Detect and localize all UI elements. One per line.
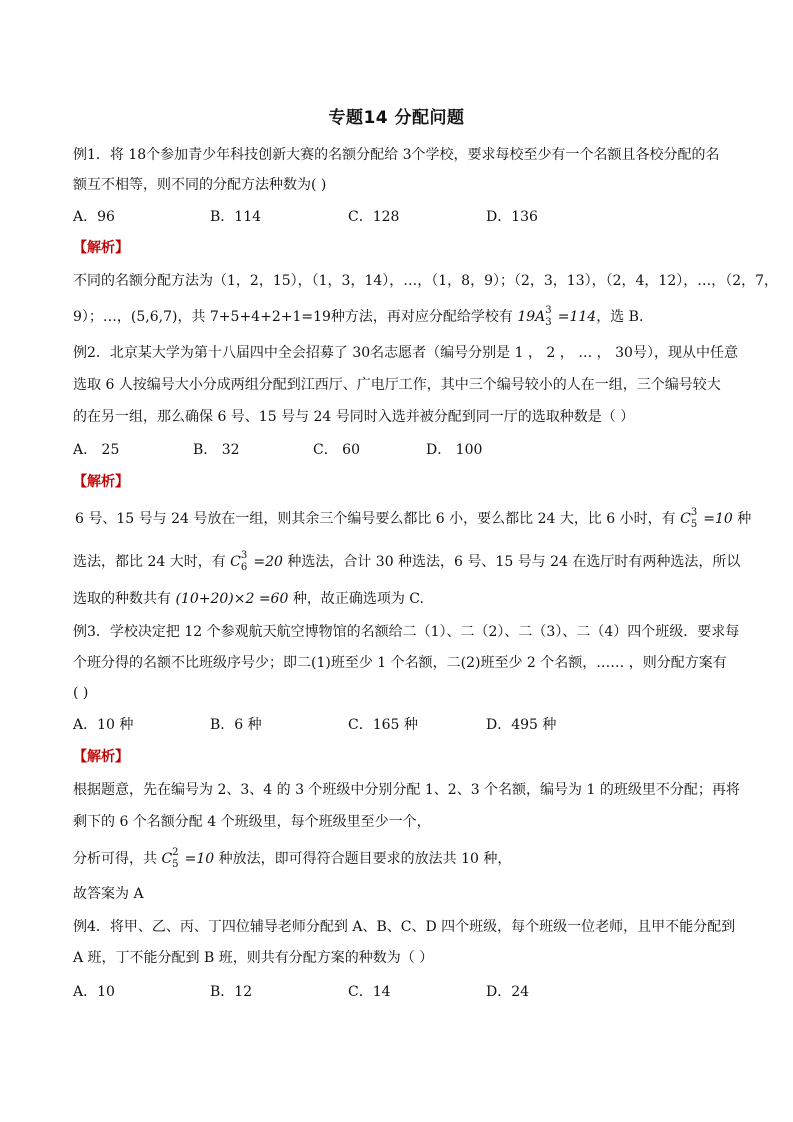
ex1-option-c: C．128 [348, 209, 400, 225]
ex2-solution-line3 [73, 589, 424, 609]
ex1-option-b: B．114 [210, 209, 262, 225]
ex2-solution-line2 [73, 552, 740, 572]
ex4-option-c: C．14 [348, 984, 391, 1000]
ex4-option-d: D．24 [486, 984, 530, 1000]
ex3-solution-tail: 种放法，即可得符合题目要求的放法共 10 种， [214, 851, 512, 867]
ex3-option-d: D．495 种 [486, 717, 557, 733]
ex2-formula-indices1: 3 5 [690, 507, 698, 530]
ex3-analysis-label: 【解析】 [73, 749, 129, 765]
ex4-question-line2: A 班，丁不能分配到 B 班，则共有分配方案的种数为（ ） [73, 950, 434, 966]
ex1-option-a: A．96 [73, 209, 115, 225]
ex2-formula-result2: =20 [248, 554, 283, 570]
ex2-formula3: (10+20)×2 =60 [175, 591, 289, 607]
ex2-solution-text1: 6 号、15 号与 24 号放在一组，则其余三个编号要么都比 6 小，要么都比 24 大，比 6 小时，有 [75, 511, 681, 527]
ex3-option-b: B．6 种 [210, 717, 262, 733]
ex2-solution-text2: 选法，都比 24 大时，有 [73, 554, 231, 570]
ex4-question-line1: 例4．将甲、乙、丙、丁四位辅导老师分配到 A、B、C、D 四个班级，每个班级一位老师，且甲不能分配到 [73, 919, 736, 935]
ex1-solution-line1: 不同的名额分配方法为（1，2，15），（1，3，14），…，（1，8，9）；（2，3，13），（2，4，12），…，（2，7， [73, 273, 779, 289]
page-title: 专题14 分配问题 [328, 108, 465, 128]
ex2-formula-c2: C [230, 554, 241, 570]
ex2-option-b: B． 32 [193, 442, 240, 458]
ex3-option-a: A．10 种 [73, 717, 134, 733]
ex2-solution-text3: 选取的种数共有 [73, 591, 176, 607]
ex1-solution-line2 [73, 307, 643, 327]
ex2-question-line3: 的在另一组，那么确保 6 号、15 号与 24 号同时入选并被分配到同一厅的选取种数是（ ） [73, 409, 635, 425]
ex2-solution-tail3: 种，故正确选项为 C. [288, 591, 424, 607]
ex3-question-line3: ( ) [73, 685, 89, 701]
ex3-formula-result: =10 [180, 851, 215, 867]
ex1-formula-result: =114 [553, 309, 597, 325]
ex3-solution-line1: 根据题意，先在编号为 2、3、4 的 3 个班级中分别分配 1、2、3 个名额，编号为 1 的班级里不分配；再将 [73, 782, 740, 798]
ex3-option-c: C．165 种 [348, 717, 418, 733]
ex3-formula-indices: 2 5 [172, 847, 179, 870]
ex1-question-line1: 例1．将 18个参加青少年科技创新大赛的名额分配给 3个学校，要求每校至少有一个名额且各校分配的名 [73, 147, 720, 163]
ex2-analysis-label: 【解析】 [73, 474, 129, 490]
ex3-answer: 故答案为 A [73, 886, 144, 902]
ex2-option-c: C． 60 [313, 442, 360, 458]
ex2-option-d: D． 100 [426, 442, 483, 458]
ex2-solution-tail1: 种 [732, 511, 752, 527]
ex4-option-b: B．12 [210, 984, 253, 1000]
ex1-question-line2: 额互不相等，则不同的分配方法种数为( ) [73, 177, 327, 193]
ex1-solution-tail: ，选 B. [596, 309, 644, 325]
ex2-option-a: A． 25 [73, 442, 120, 458]
ex3-formula-c: C [161, 851, 173, 867]
ex2-formula-result1: =10 [698, 511, 733, 527]
ex3-question-line1: 例3．学校决定把 12 个参观航天航空博物馆的名额给二（1）、二（2）、二（3）、二（4）四个班级．要求每 [73, 624, 740, 640]
ex2-solution-line1 [75, 509, 751, 529]
ex2-solution-tail2: 种选法，合计 30 种选法，6 号、15 号与 24 在选厅时有两种选法，所以 [282, 554, 741, 570]
ex3-solution-line2: 剩下的 6 个名额分配 4 个班级里，每个班级里至少一个， [73, 814, 431, 830]
ex2-question-line1: 例2．北京某大学为第十八届四中全会招募了 30名志愿者（编号分别是 1 ， 2 ， … ， 30号），现从中任意 [73, 345, 738, 361]
ex1-solution-text: 9）；…，(5,6,7)，共 7+5+4+2+1=19种方法，再对应分配给学校有 [73, 309, 518, 325]
ex1-option-d: D．136 [486, 209, 538, 225]
ex2-question-line2: 选取 6 人按编号大小分成两组分配到江西厅、广电厅工作，其中三个编号较小的人在一组，三个编号较大 [73, 377, 721, 393]
ex1-formula-indices: 3 3 [545, 305, 552, 328]
ex3-solution-line3 [73, 849, 511, 869]
ex2-formula-indices2: 3 6 [240, 550, 248, 573]
ex3-solution-text: 分析可得，共 [73, 851, 162, 867]
ex1-solution-formula: 19A [517, 309, 546, 325]
ex1-analysis-label: 【解析】 [73, 240, 129, 256]
ex4-option-a: A．10 [73, 984, 115, 1000]
ex3-question-line2: 个班分得的名额不比班级序号少；即二(1)班至少 1 个名额，二(2)班至少 2 个名额，…… ，则分配方案有 [73, 655, 727, 671]
ex2-formula-c: C [680, 511, 691, 527]
